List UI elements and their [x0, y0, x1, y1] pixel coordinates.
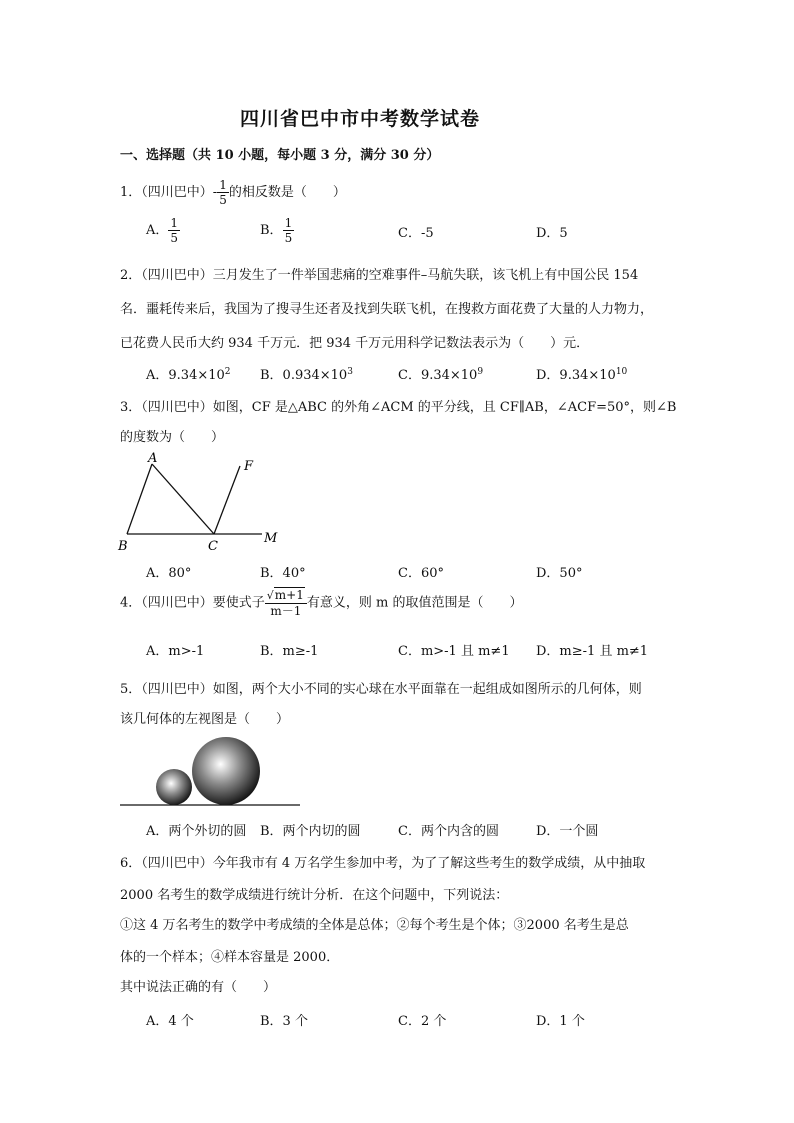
question-6-line-1: 6．（四川巴中）今年我市有 4 万名学生参加中考，为了了解这些考生的数学成绩，从中抽取 — [120, 856, 646, 871]
spheres-figure — [118, 732, 304, 810]
question-3-option-b[interactable]: B．40° — [260, 566, 306, 581]
question-2-option-d[interactable]: D．$9.34\times 10^{10}$ — [536, 367, 628, 383]
question-1-option-c[interactable]: C．-5 — [398, 226, 434, 241]
question-2-option-c[interactable]: C．$9.34\times 10^9$ — [398, 367, 484, 383]
question-6-option-c[interactable]: C．2 个 — [398, 1014, 447, 1029]
question-5-line-2: 该几何体的左视图是（ ） — [120, 712, 290, 727]
question-4-option-d[interactable]: D．m≥-1 且 m≠1 — [536, 644, 649, 659]
vertex-label-b: B — [118, 539, 128, 554]
section-heading: 一、选择题（共 10 小题，每小题 3 分，满分 30 分） — [120, 148, 440, 163]
question-6-line-3: ①这 4 万名考生的数学中考成绩的全体是总体；②每个考生是个体；③2000 名考生是总 — [120, 918, 629, 933]
question-1-neg: - — [212, 185, 218, 200]
question-6-option-b[interactable]: B．3 个 — [260, 1014, 308, 1029]
question-6-line-4: 体的一个样本；④样本容量是 2000． — [120, 950, 340, 965]
question-3-line-1: 3．（四川巴中）如图，CF 是△ABC 的外角∠ACM 的平分线，且 CF∥AB，∠ACF=50°，则∠B — [120, 400, 677, 415]
question-6-option-d[interactable]: D．1 个 — [536, 1014, 585, 1029]
vertex-label-f: F — [244, 459, 254, 474]
question-5-option-b[interactable]: B．两个内切的圆 — [260, 824, 361, 839]
large-sphere — [192, 737, 260, 805]
question-4-option-c[interactable]: C．m>-1 且 m≠1 — [398, 644, 510, 659]
question-2-option-b[interactable]: B．$0.934\times 10^3$ — [260, 367, 353, 383]
question-6-option-a[interactable]: A．4 个 — [146, 1014, 194, 1029]
question-4-option-a[interactable]: A．m>-1 — [146, 644, 205, 659]
question-5-line-1: 5．（四川巴中）如图，两个大小不同的实心球在水平面靠在一起组成如图所示的几何体，则 — [120, 682, 642, 697]
question-4-stem — [120, 588, 522, 618]
question-1-suffix: 的相反数是（ ） — [228, 185, 346, 200]
question-5-option-d[interactable]: D．一个圆 — [536, 824, 599, 839]
question-1-fraction: $\frac{1}{5}$ — [219, 178, 227, 207]
question-3-option-a[interactable]: A．80° — [146, 566, 192, 581]
question-4-fraction: $\frac{√m+1}{m-1}$ — [265, 588, 307, 618]
question-2-line-1: 2．（四川巴中）三月发生了一件举国悲痛的空难事件–马航失联，该飞机上有中国公民 154 — [120, 268, 639, 283]
question-2-option-a[interactable]: A．$9.34\times 10^2$ — [146, 367, 231, 383]
question-3-line-2: 的度数为（ ） — [120, 430, 225, 445]
question-1-stem — [120, 178, 346, 207]
question-1-option-a[interactable]: A． $\frac{1}{5}$ — [146, 216, 179, 245]
vertex-label-a: A — [148, 451, 158, 466]
triangle-figure — [112, 448, 302, 556]
vertex-label-m: M — [264, 531, 278, 546]
question-6-line-5: 其中说法正确的有（ ） — [120, 980, 277, 995]
question-5-option-c[interactable]: C．两个内含的圆 — [398, 824, 499, 839]
question-2-line-2: 名．噩耗传来后，我国为了搜寻生还者及找到失联飞机，在搜救方面花费了大量的人力物力， — [120, 302, 654, 317]
question-1-option-b[interactable]: B． $\frac{1}{5}$ — [260, 216, 293, 245]
vertex-label-c: C — [208, 539, 218, 554]
question-4-suffix: 有意义，则 m 的取值范围是（ ） — [306, 595, 523, 611]
question-3-option-c[interactable]: C．60° — [398, 566, 444, 581]
question-5-option-a[interactable]: A．两个外切的圆 — [146, 824, 247, 839]
question-1-option-d[interactable]: D．5 — [536, 226, 568, 241]
question-4-prefix: 4．（四川巴中）要使式子 — [120, 595, 265, 611]
question-2-line-3: 已花费人民币大约 934 千万元．把 934 千万元用科学记数法表示为（ ）元． — [120, 336, 590, 351]
question-1-prefix: 1．（四川巴中） — [120, 185, 213, 200]
small-sphere — [156, 769, 192, 805]
question-3-option-d[interactable]: D．50° — [536, 566, 583, 581]
page-title: 四川省巴中市中考数学试卷 — [239, 108, 480, 130]
question-6-line-2: 2000 名考生的数学成绩进行统计分析．在这个问题中，下列说法： — [120, 888, 509, 903]
question-4-option-b[interactable]: B．m≥-1 — [260, 644, 319, 659]
